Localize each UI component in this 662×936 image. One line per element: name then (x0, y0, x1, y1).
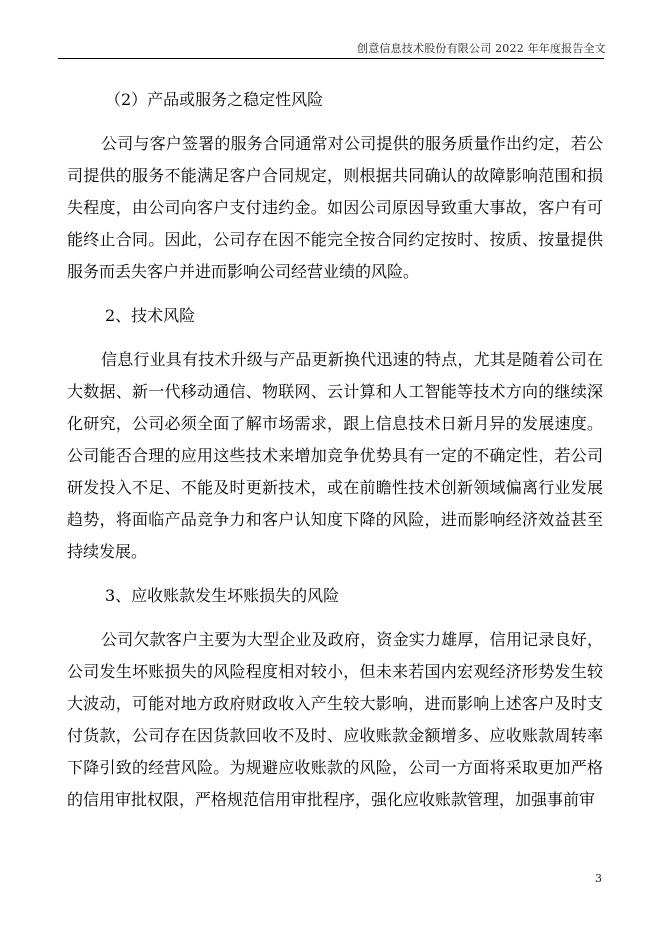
section-heading-technology-risk: 2、技术风险 (105, 306, 196, 325)
section-heading-receivables-risk: 3、应收账款发生坏账损失的风险 (105, 586, 340, 605)
section-paragraph-technology-risk: 信息行业具有技术升级与产品更新换代迅速的特点，尤其是随着公司在大数据、新一代移动通信、物联网、云计算和人工智能等技术方向的继续深化研究，公司必须全面了解市场需求，跟上信息技术日新月异的发展速度。公司能否合理的应用这些技术来增加竞争优势具有一定的不确定性，若公司研发投入不足、不能及时更新技术，或在前瞻性技术创新领域偏离行业发展趋势，将面临产品竞争力和客户认知度下降的风险，进而影响经济效益甚至持续发展。 (67, 350, 603, 561)
page-number: 3 (595, 872, 602, 885)
section-paragraph-stability-risk: 公司与客户签署的服务合同通常对公司提供的服务质量作出约定，若公司提供的服务不能满足客户合同规定，则根据共同确认的故障影响范围和损失程度，由公司向客户支付违约金。如因公司原因导致重大事故，客户有可能终止合同。因此，公司存在因不能完全按合同约定按时、按质、按量提供服务而丢失客户并进而影响公司经营业绩的风险。 (67, 134, 603, 281)
header-divider (58, 58, 604, 59)
report-header-title: 创意信息技术股份有限公司 2022 年年度报告全文 (357, 42, 606, 55)
section-heading-stability-risk: （2）产品或服务之稳定性风险 (105, 90, 324, 109)
document-body (67, 84, 603, 828)
section-paragraph-receivables-risk: 公司欠款客户主要为大型企业及政府，资金实力雄厚，信用记录良好，公司发生坏账损失的风险程度相对较小，但未来若国内宏观经济形势发生较大波动，可能对地方政府财政收入产生较大影响，进而影响上述客户及时支付货款，公司存在因货款回收不及时、应收账款金额增多、应收账款周转率下降引致的经营风险。为规避应收账款的风险，公司一方面将采取更加严格的信用审批权限，严格规范信用审批程序，强化应收账款管理，加强事前审 (67, 630, 603, 809)
